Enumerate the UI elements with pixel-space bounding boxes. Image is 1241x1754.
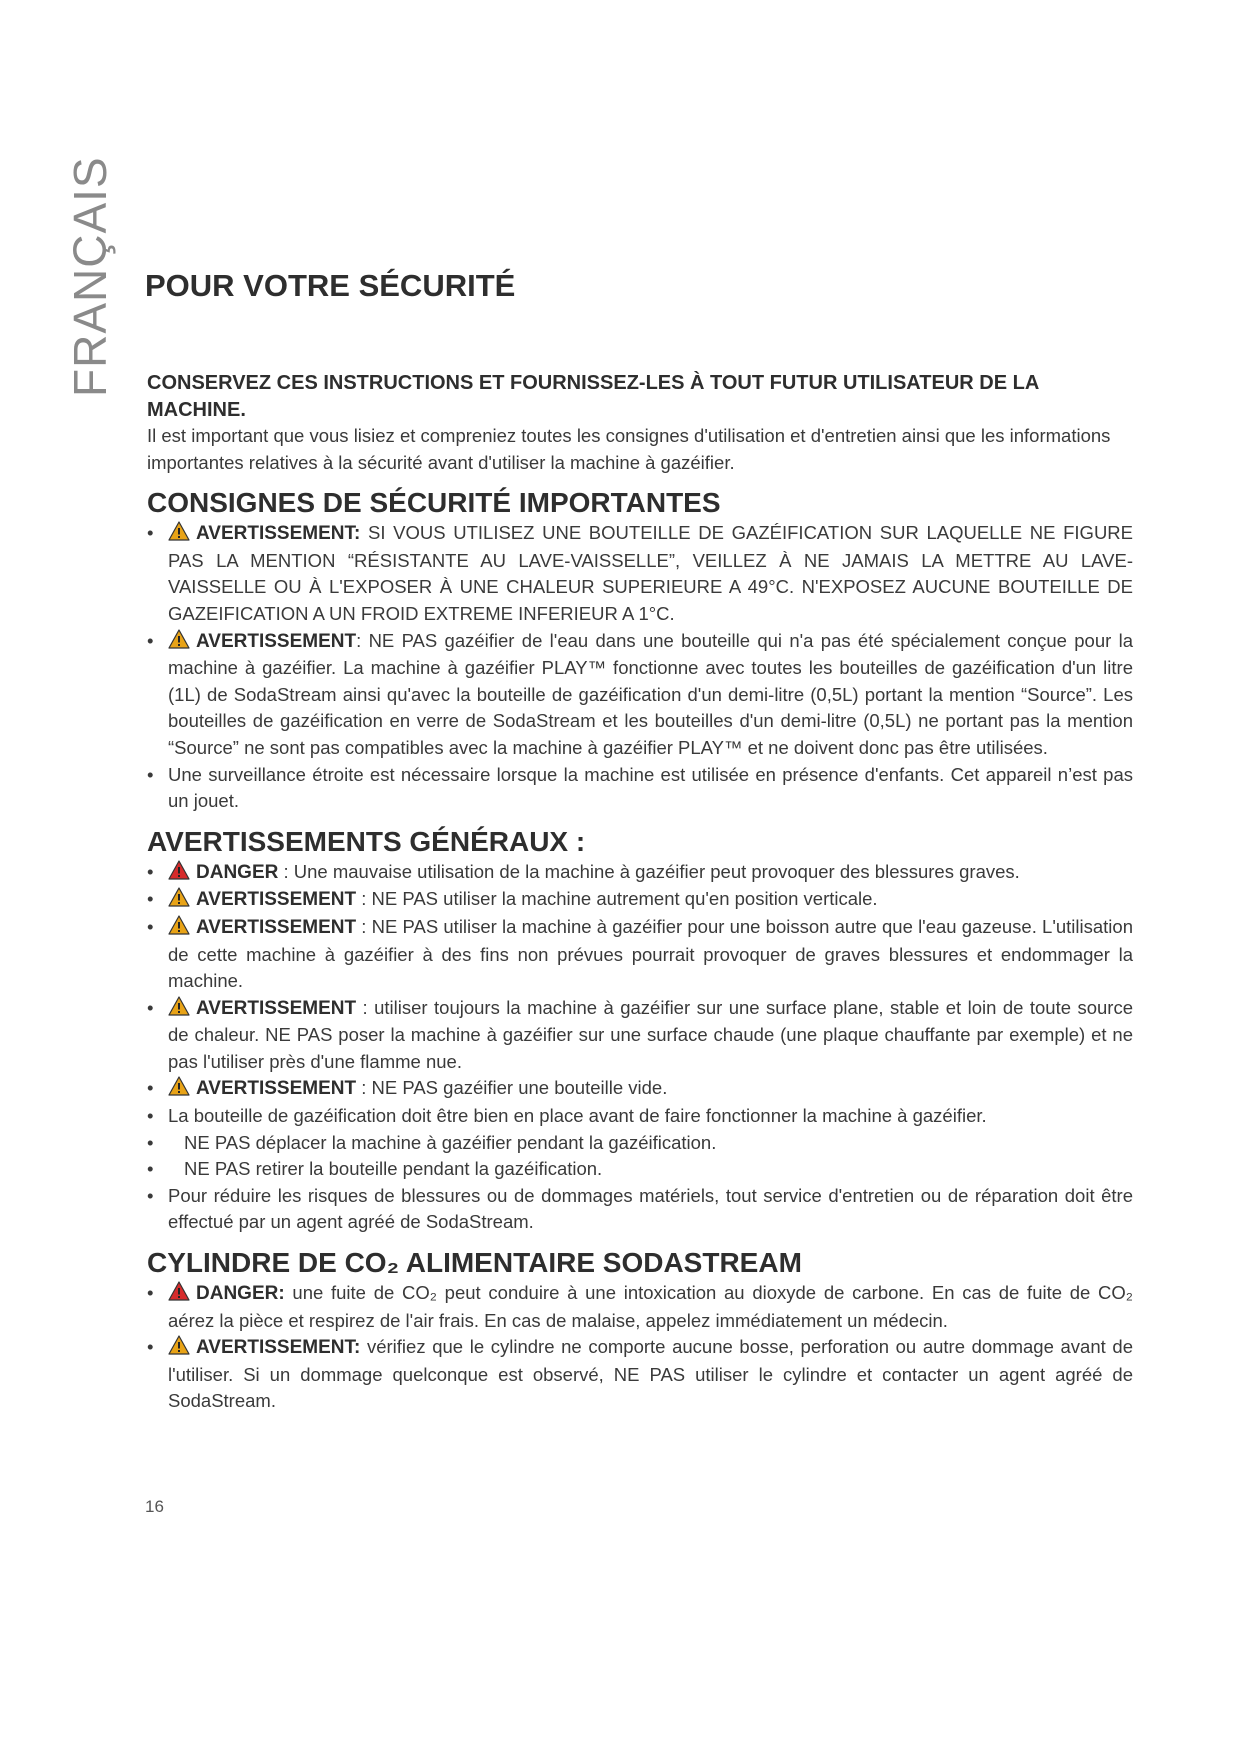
item-text: NE PAS déplacer la machine à gazéifier pendant la gazéification. <box>184 1131 717 1153</box>
section-heading: AVERTISSEMENTS GÉNÉRAUX : <box>147 825 586 857</box>
list-item <box>147 1130 1133 1157</box>
page-title: POUR VOTRE SÉCURITÉ <box>145 268 516 303</box>
warning-triangle-icon <box>168 996 190 1016</box>
warning-triangle-icon <box>168 521 190 541</box>
bullet-list <box>147 520 1133 815</box>
item-text: La bouteille de gazéification doit être bien en place avant de faire fonctionner la machine à gazéifier. <box>168 1105 987 1127</box>
item-label: DANGER <box>196 861 279 883</box>
warning-triangle-icon <box>168 629 190 649</box>
item-text: une fuite de CO₂ peut conduire à une intoxication au dioxyde de carbone. En cas de fuite de CO₂ aérez la pièce et respirez de l'air frais. En cas de malaise, appelez immédiatement un médecin. <box>168 1282 1133 1331</box>
item-text: vérifiez que le cylindre ne comporte aucune bosse, perforation ou autre dommage avant de l'utiliser. Si un dommage quelconque est observé, NE PAS utiliser le cylindre et contacter un agent agréé de SodaStream. <box>168 1336 1133 1412</box>
section-heading: CONSIGNES DE SÉCURITÉ IMPORTANTES <box>147 487 721 519</box>
danger-triangle-icon <box>168 1281 190 1301</box>
item-label: AVERTISSEMENT <box>196 916 357 938</box>
section-1 <box>147 825 1133 1236</box>
list-item <box>147 859 1133 887</box>
item-label: AVERTISSEMENT: <box>196 1337 361 1359</box>
item-label: AVERTISSEMENT <box>196 889 357 911</box>
item-text: : NE PAS utiliser la machine à gazéifier pour une boisson autre que l'eau gazeuse. L'utilisation de cette machine à gazéifier à des fins non prévues pourrait provoquer de graves blessures et endommager la machine. <box>168 915 1133 992</box>
item-text: NE PAS retirer la bouteille pendant la gazéification. <box>184 1158 603 1180</box>
item-text: : Une mauvaise utilisation de la machine à gazéifier peut provoquer des blessures graves. <box>278 860 1020 882</box>
item-label: AVERTISSEMENT <box>196 997 357 1019</box>
item-text: Pour réduire les risques de blessures ou de dommages matériels, tout service d'entretien ou de réparation doit être effectué par un agent agréé de SodaStream. <box>168 1184 1133 1233</box>
item-label: AVERTISSEMENT: <box>196 523 361 545</box>
list-item <box>147 1183 1133 1236</box>
page-number: 16 <box>145 1497 164 1516</box>
list-item <box>147 1334 1133 1415</box>
safety-content <box>147 370 1133 1415</box>
item-text: : NE PAS utiliser la machine autrement qu'en position verticale. <box>356 888 878 910</box>
danger-triangle-icon <box>168 860 190 880</box>
intro-heading: CONSERVEZ CES INSTRUCTIONS ET FOURNISSEZ-LES À TOUT FUTUR UTILISATEUR DE LA MACHINE. <box>147 372 1039 421</box>
list-item <box>147 520 1133 627</box>
item-text: SI VOUS UTILISEZ UNE BOUTEILLE DE GAZÉIFICATION SUR LAQUELLE NE FIGURE PAS LA MENTION “RÉSISTANTE AU LAVE-VAISSELLE”, VEILLEZ À NE JAMAIS LA METTRE AU LAVE-VAISSELLE OU À L'EXPOSER À UNE CHALEUR SUPERIEURE A 49°C. N'EXPOSEZ AUCUNE BOUTEILLE DE GAZEIFICATION A UN FROID EXTREME INFERIEUR A 1°C. <box>168 522 1133 624</box>
item-text: : utiliser toujours la machine à gazéifier sur une surface plane, stable et loin de toute source de chaleur. NE PAS poser la machine à gazéifier sur une surface chaude (une plaque chauffante par exemple) et ne pas l'utiliser près d'une flamme nue. <box>168 996 1133 1072</box>
warning-triangle-icon <box>168 1335 190 1355</box>
warning-triangle-icon <box>168 887 190 907</box>
item-label: AVERTISSEMENT <box>196 630 357 652</box>
item-label: AVERTISSEMENT <box>196 1078 357 1100</box>
section-2 <box>147 1246 1133 1415</box>
item-label: DANGER: <box>196 1283 285 1305</box>
section-0 <box>147 486 1133 815</box>
list-item <box>147 1075 1133 1103</box>
language-label: FRANÇAIS <box>64 156 116 397</box>
item-text: : NE PAS gazéifier une bouteille vide. <box>356 1077 668 1099</box>
item-text: Une surveillance étroite est nécessaire lorsque la machine est utilisée en présence d'enfants. Cet appareil n’est pas un jouet. <box>168 763 1133 812</box>
list-item <box>147 1103 1133 1130</box>
list-item <box>147 1280 1133 1334</box>
bullet-list <box>147 1280 1133 1415</box>
warning-triangle-icon <box>168 915 190 935</box>
intro-text: Il est important que vous lisiez et compreniez toutes les consignes d'utilisation et d'entretien ainsi que les informations importantes relatives à la sécurité avant d'utiliser la machine à gazéifier. <box>147 425 1111 473</box>
list-item <box>147 886 1133 914</box>
list-item <box>147 762 1133 815</box>
list-item <box>147 995 1133 1076</box>
list-item <box>147 914 1133 995</box>
list-item <box>147 1156 1133 1183</box>
list-item <box>147 628 1133 762</box>
section-heading: CYLINDRE DE CO₂ ALIMENTAIRE SODASTREAM <box>147 1247 802 1279</box>
item-text: : NE PAS gazéifier de l'eau dans une bouteille qui n'a pas été spécialement conçue pour la machine à gazéifier. La machine à gazéifier PLAY™ fonctionne avec toutes les bouteilles de gazéification d'un litre (1L) de SodaStream ainsi qu'avec la bouteille de gazéification d'un demi-litre (0,5L) portant la mention “Source”. Les bouteilles de gazéification en verre de SodaStream et les bouteilles d'un demi-litre (0,5L) ne portant pas la mention “Source” ne sont pas compatibles avec la machine à gazéifier PLAY™ et ne doivent donc pas être utilisées. <box>168 629 1133 758</box>
bullet-list <box>147 859 1133 1236</box>
warning-triangle-icon <box>168 1076 190 1096</box>
